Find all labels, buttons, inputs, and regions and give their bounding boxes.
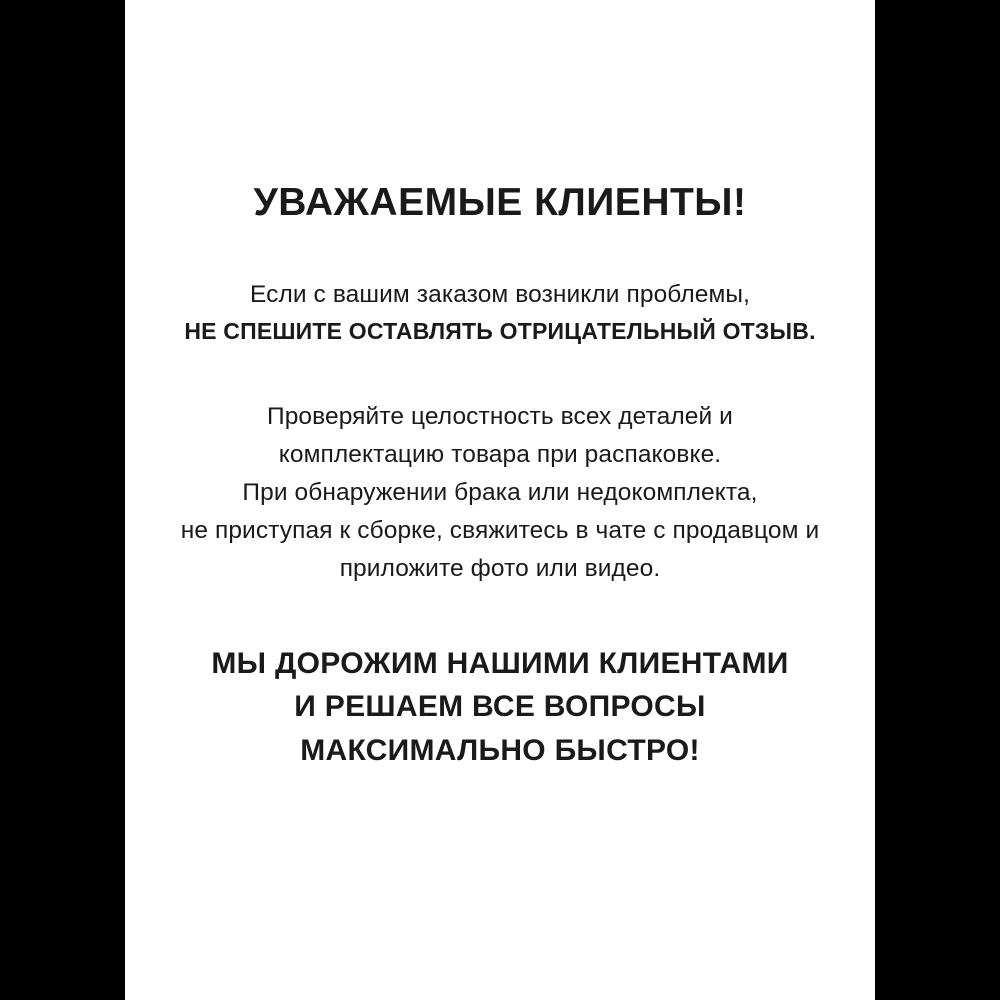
intro-paragraph <box>184 277 815 348</box>
body-line-4: не приступая к сборке, свяжитесь в чате с продавцом и <box>180 517 820 545</box>
body-paragraph <box>181 398 820 588</box>
body-line-2: комплектацию товара при распаковке. <box>278 441 722 469</box>
body-line-1: Проверяйте целостность всех деталей и <box>267 403 733 431</box>
outro-line-3: МАКСИМАЛЬНО БЫСТРО! <box>300 733 700 767</box>
body-line-5: приложите фото или видео. <box>339 555 661 583</box>
outro-paragraph <box>211 642 788 773</box>
intro-line-2: НЕ СПЕШИТЕ ОСТАВЛЯТЬ ОТРИЦАТЕЛЬНЫЙ ОТЗЫВ. <box>184 317 816 344</box>
page-title: УВАЖАЕМЫЕ КЛИЕНТЫ! <box>253 181 747 224</box>
intro-line-1: Если с вашим заказом возникли проблемы, <box>249 280 751 308</box>
notice-sheet <box>125 0 875 1000</box>
body-line-3: При обнаружении брака или недокомплекта, <box>242 479 758 507</box>
outro-line-1: МЫ ДОРОЖИМ НАШИМИ КЛИЕНТАМИ <box>211 646 789 680</box>
outro-line-2: И РЕШАЕМ ВСЕ ВОПРОСЫ <box>294 690 706 724</box>
